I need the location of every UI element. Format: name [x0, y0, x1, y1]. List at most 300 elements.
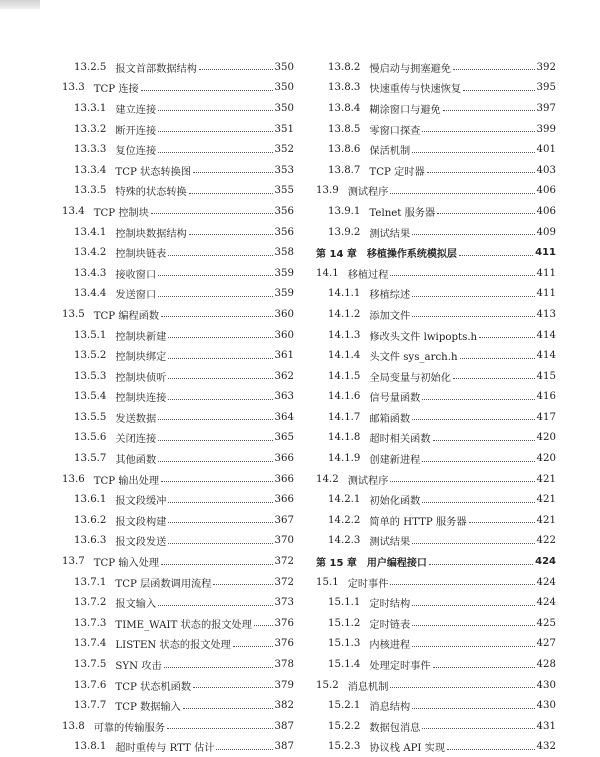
toc-entry-title: 报文段构建: [115, 516, 167, 528]
toc-entry-page: 421: [536, 473, 556, 485]
toc-entry: [316, 160, 556, 181]
toc-entry-title: 简单的 HTTP 服务器: [369, 516, 467, 528]
toc-entry-number: 13.8.7: [328, 164, 361, 176]
toc-dot-leader: [158, 130, 272, 132]
toc-entry-number: 13.3.1: [74, 102, 107, 114]
toc-entry-number: 13.4: [62, 205, 85, 217]
toc-entry: [316, 510, 556, 531]
toc-dot-leader: [164, 666, 273, 668]
toc-entry-number: 15.1.2: [328, 617, 361, 629]
toc-entry-page: 427: [536, 638, 556, 650]
toc-entry-page: 353: [274, 164, 294, 176]
toc-entry-number: 13.4.2: [74, 247, 107, 259]
toc-entry-page: 359: [274, 288, 294, 300]
toc-dot-leader: [193, 686, 273, 688]
toc-entry-number: 14.2.1: [328, 494, 361, 506]
toc-entry-title: 慢启动与拥塞避免: [369, 63, 451, 75]
toc-dot-leader: [168, 398, 272, 400]
toc-dot-leader: [168, 357, 272, 359]
toc-entry-title: 报文段发送: [115, 537, 167, 549]
toc-entry: [316, 78, 556, 99]
toc-entry-page: 425: [536, 617, 556, 629]
toc-entry: [62, 675, 294, 696]
toc-entry-number: 13.5.5: [74, 411, 107, 423]
toc-entry-title: 可靠的传输服务: [93, 722, 165, 734]
scan-corner-mark: [0, 0, 40, 9]
toc-entry-page: 411: [536, 288, 556, 300]
toc-entry: [62, 551, 294, 572]
toc-entry-number: 13.9.2: [328, 226, 361, 238]
toc-entry-page: 414: [536, 329, 556, 341]
toc-entry-title: 消息机制: [347, 681, 389, 693]
toc-entry-number: 13.3: [62, 82, 85, 94]
toc-entry-page: 411: [536, 267, 556, 279]
toc-entry-number: 13.5.7: [74, 453, 107, 465]
toc-entry-page: 350: [274, 82, 294, 94]
toc-entry-page: 382: [274, 700, 294, 712]
toc-entry-title: 邮箱函数: [369, 413, 411, 425]
toc-entry-number: 15.1.4: [328, 659, 361, 671]
toc-entry-number: 第 15 章: [316, 558, 357, 570]
toc-entry-number: 14.1.7: [328, 411, 361, 423]
toc-entry: [316, 654, 556, 675]
toc-dot-leader: [199, 68, 273, 70]
toc-dot-leader: [167, 727, 273, 729]
toc-entry-number: 13.8: [62, 720, 85, 732]
toc-dot-leader: [141, 89, 273, 91]
toc-entry-title: 其他函数: [115, 455, 157, 467]
toc-entry-title: TCP 输出处理: [93, 475, 160, 487]
toc-entry-title: 建立连接: [115, 104, 157, 116]
toc-dot-leader: [158, 418, 272, 420]
toc-entry-page: 372: [274, 576, 294, 588]
toc-entry-number: 13.7.4: [74, 638, 107, 650]
toc-entry-page: 399: [536, 123, 556, 135]
toc-dot-leader: [429, 563, 533, 565]
toc-dot-leader: [161, 315, 272, 317]
toc-dot-leader: [189, 233, 273, 235]
toc-entry-number: 14.1.5: [328, 370, 361, 382]
toc-entry-title: SYN 攻击: [115, 661, 162, 673]
toc-entry-title: 定时结构: [369, 599, 411, 611]
toc-entry: [316, 489, 556, 510]
toc-entry: [62, 242, 294, 263]
toc-entry: [316, 201, 556, 222]
toc-entry: [316, 345, 556, 366]
toc-entry-page: 430: [536, 679, 556, 691]
toc-entry-page: 373: [274, 597, 294, 609]
toc-entry-title: TCP 编程函数: [93, 310, 160, 322]
toc-entry-page: 417: [536, 411, 556, 423]
toc-dot-leader: [158, 295, 272, 297]
toc-entry: [316, 613, 556, 634]
toc-dot-leader: [168, 254, 272, 256]
toc-dot-leader: [183, 707, 273, 709]
toc-dot-leader: [412, 645, 534, 647]
toc-dot-leader: [390, 274, 534, 276]
toc-entry-number: 13.7.2: [74, 597, 107, 609]
toc-entry-number: 第 14 章: [316, 249, 357, 261]
toc-entry-title: 用户编程接口: [366, 558, 427, 570]
toc-dot-leader: [422, 130, 534, 132]
toc-dot-leader: [151, 212, 273, 214]
toc-entry-number: 13.6: [62, 473, 85, 485]
toc-entry: [62, 428, 294, 449]
toc-entry-title: 断开连接: [115, 125, 157, 137]
toc-dot-leader: [447, 748, 534, 750]
toc-dot-leader: [412, 295, 534, 297]
toc-dot-leader: [412, 315, 534, 317]
toc-entry-page: 403: [536, 164, 556, 176]
toc-entry: [316, 263, 556, 284]
toc-entry: [62, 304, 294, 325]
toc-entry-number: 13.2.5: [74, 61, 107, 73]
toc-entry-number: 15.2.3: [328, 741, 361, 753]
toc-entry: [62, 98, 294, 119]
toc-entry: [316, 592, 556, 613]
toc-entry: [62, 407, 294, 428]
toc-dot-leader: [453, 68, 535, 70]
toc-entry-title: TCP 输入处理: [93, 558, 160, 570]
toc-entry: [316, 98, 556, 119]
toc-entry: [316, 119, 556, 140]
toc-entry-title: 复位连接: [115, 146, 157, 158]
toc-entry-title: TIME_WAIT 状态的报文处理: [115, 619, 252, 631]
toc-entry-number: 14.1: [316, 267, 339, 279]
toc-entry-page: 420: [536, 453, 556, 465]
toc-entry: [62, 695, 294, 716]
toc-entry-title: 报文段缓冲: [115, 496, 167, 508]
toc-entry-page: 365: [274, 432, 294, 444]
toc-entry: [316, 57, 556, 78]
toc-entry-number: 14.2: [316, 473, 339, 485]
toc-entry-number: 13.7.7: [74, 700, 107, 712]
toc-entry-number: 13.6.1: [74, 494, 107, 506]
toc-entry-title: TCP 状态机函数: [115, 681, 192, 693]
toc-entry-title: 控制块数据结构: [115, 228, 187, 240]
toc-entry-title: 发送数据: [115, 413, 157, 425]
toc-entry-page: 411: [535, 247, 556, 259]
toc-entry-title: 移植过程: [347, 269, 389, 281]
toc-entry: [62, 592, 294, 613]
toc-entry: [316, 428, 556, 449]
toc-entry: [316, 387, 556, 408]
toc-entry-page: 420: [536, 432, 556, 444]
toc-dot-leader: [233, 645, 273, 647]
toc-entry-page: 395: [536, 82, 556, 94]
toc-entry: [62, 654, 294, 675]
toc-entry-title: 特殊的状态转换: [115, 187, 187, 199]
toc-dot-leader: [412, 624, 534, 626]
toc-entry: [316, 695, 556, 716]
toc-entry-title: 修改头文件 lwipopts.h: [369, 331, 478, 343]
toc-entry-number: 13.5.1: [74, 329, 107, 341]
toc-entry-page: 350: [274, 102, 294, 114]
toc-entry: [316, 469, 556, 490]
toc-entry-number: 14.1.6: [328, 391, 361, 403]
toc-entry: [62, 139, 294, 160]
toc-entry-title: 报文输入: [115, 599, 157, 611]
toc-entry-number: 13.5.2: [74, 350, 107, 362]
toc-dot-leader: [443, 109, 535, 111]
toc-entry-number: 13.5.4: [74, 391, 107, 403]
toc-entry-number: 14.1.4: [328, 350, 361, 362]
toc-entry: [316, 325, 556, 346]
toc-entry: [316, 304, 556, 325]
toc-dot-leader: [422, 460, 534, 462]
toc-dot-leader: [161, 480, 272, 482]
toc-entry-page: 379: [274, 679, 294, 691]
toc-dot-leader: [158, 460, 272, 462]
toc-entry-number: 13.7: [62, 556, 85, 568]
toc-entry: [62, 531, 294, 552]
toc-entry-title: TCP 定时器: [369, 166, 425, 178]
toc-entry: [316, 139, 556, 160]
toc-entry-number: 14.1.2: [328, 308, 361, 320]
toc-entry-page: 430: [536, 700, 556, 712]
toc-entry-title: TCP 连接: [93, 84, 139, 96]
toc-dot-leader: [437, 212, 534, 214]
toc-entry-number: 13.8.5: [328, 123, 361, 135]
toc-entry-number: 13.8.6: [328, 144, 361, 156]
toc-entry-title: 控制块新建: [115, 331, 167, 343]
toc-entry-title: 零窗口探查: [369, 125, 421, 137]
toc-entry-number: 15.2.1: [328, 700, 361, 712]
toc-entry-title: TCP 数据输入: [115, 702, 181, 714]
toc-entry-number: 13.8.1: [74, 741, 107, 753]
toc-entry-number: 13.8.4: [328, 102, 361, 114]
toc-dot-leader: [422, 501, 534, 503]
toc-entry-number: 13.9: [316, 185, 339, 197]
toc-entry-title: 测试程序: [347, 475, 389, 487]
toc-entry: [62, 572, 294, 593]
toc-entry-page: 356: [274, 205, 294, 217]
toc-entry-page: 406: [536, 205, 556, 217]
toc-entry-page: 428: [536, 659, 556, 671]
toc-entry-title: 超时重传与 RTT 估计: [115, 743, 215, 755]
toc-entry-page: 401: [536, 144, 556, 156]
toc-dot-leader: [161, 563, 272, 565]
toc-entry-title: 发送窗口: [115, 290, 157, 302]
toc-entry: [62, 78, 294, 99]
toc-dot-leader: [168, 542, 272, 544]
toc-entry-number: 13.3.5: [74, 185, 107, 197]
toc-entry-number: 13.7.5: [74, 659, 107, 671]
toc-entry-page: 378: [274, 659, 294, 671]
toc-entry-number: 13.5: [62, 308, 85, 320]
toc-dot-leader: [412, 604, 534, 606]
toc-dot-leader: [433, 439, 535, 441]
toc-dot-leader: [168, 521, 272, 523]
toc-dot-leader: [460, 357, 535, 359]
toc-entry: [62, 469, 294, 490]
toc-entry-page: 424: [536, 597, 556, 609]
toc-entry-page: 421: [536, 514, 556, 526]
toc-entry-page: 359: [274, 267, 294, 279]
toc-entry-page: 352: [274, 144, 294, 156]
toc-entry-number: 13.7.3: [74, 617, 107, 629]
toc-entry-page: 413: [536, 308, 556, 320]
toc-entry-number: 14.2.3: [328, 535, 361, 547]
toc-entry-number: 13.5.3: [74, 370, 107, 382]
toc-entry-page: 424: [535, 556, 556, 568]
toc-dot-leader: [390, 583, 534, 585]
toc-entry-number: 13.7.6: [74, 679, 107, 691]
toc-entry-title: 接收窗口: [115, 269, 157, 281]
toc-entry-title: 控制块侦听: [115, 372, 167, 384]
toc-entry-title: 处理定时事件: [369, 661, 431, 673]
toc-entry: [62, 263, 294, 284]
toc-entry-page: 392: [536, 61, 556, 73]
toc-entry-page: 406: [536, 185, 556, 197]
toc-entry-number: 13.3.3: [74, 144, 107, 156]
toc-entry-page: 424: [536, 576, 556, 588]
toc-entry-title: 添加文件: [369, 310, 411, 322]
toc-entry-page: 350: [274, 61, 294, 73]
toc-entry-title: 控制块绑定: [115, 352, 167, 364]
toc-entry-number: 13.6.3: [74, 535, 107, 547]
toc-entry: [316, 284, 556, 305]
toc-entry-title: 测试程序: [347, 187, 389, 199]
toc-entry: [62, 510, 294, 531]
toc-entry: [62, 160, 294, 181]
toc-dot-leader: [463, 89, 534, 91]
toc-entry: [316, 366, 556, 387]
toc-entry-page: 351: [274, 123, 294, 135]
toc-entry-title: 定时链表: [369, 619, 411, 631]
toc-dot-leader: [390, 192, 534, 194]
toc-right-column: [316, 57, 556, 757]
toc-dot-leader: [479, 336, 534, 338]
toc-entry-page: 409: [536, 226, 556, 238]
toc-entry: [316, 634, 556, 655]
toc-entry-number: 13.4.1: [74, 226, 107, 238]
toc-entry: [316, 716, 556, 737]
toc-dot-leader: [412, 418, 534, 420]
toc-entry-page: 387: [274, 741, 294, 753]
toc-dot-leader: [168, 501, 272, 503]
toc-entry: [62, 489, 294, 510]
toc-entry: [62, 201, 294, 222]
toc-chapter-entry: [316, 242, 556, 263]
toc-entry-number: 13.4.4: [74, 288, 107, 300]
toc-entry: [62, 284, 294, 305]
toc-dot-leader: [168, 336, 272, 338]
toc-entry: [62, 366, 294, 387]
toc-dot-leader: [469, 521, 535, 523]
toc-dot-leader: [433, 666, 535, 668]
toc-entry-title: 头文件 sys_arch.h: [369, 352, 458, 364]
toc-entry-title: 关闭连接: [115, 434, 157, 446]
toc-entry-number: 14.2.2: [328, 514, 361, 526]
toc-entry: [62, 222, 294, 243]
toc-entry-title: 协议栈 API 实现: [369, 743, 446, 755]
toc-dot-leader: [412, 542, 534, 544]
toc-entry-page: 361: [274, 350, 294, 362]
toc-entry-page: 367: [274, 514, 294, 526]
toc-entry-number: 15.2.2: [328, 720, 361, 732]
toc-entry-number: 13.3.4: [74, 164, 107, 176]
toc-entry-page: 366: [274, 494, 294, 506]
toc-entry-title: 保活机制: [369, 146, 411, 158]
toc-entry: [62, 57, 294, 78]
toc-dot-leader: [168, 377, 272, 379]
toc-entry-page: 415: [536, 370, 556, 382]
toc-entry-page: 360: [274, 308, 294, 320]
toc-entry-title: 定时事件: [347, 578, 389, 590]
toc-entry-title: 初始化函数: [369, 496, 421, 508]
toc-entry-title: 移植综述: [369, 290, 411, 302]
toc-entry-page: 372: [274, 556, 294, 568]
toc-left-column: [62, 57, 294, 757]
toc-entry-number: 15.2: [316, 679, 339, 691]
toc-entry-page: 363: [274, 391, 294, 403]
toc-dot-leader: [158, 604, 272, 606]
toc-entry-page: 414: [536, 350, 556, 362]
toc-entry-title: TCP 控制块: [93, 207, 149, 219]
toc-entry-title: 糊涂窗口与避免: [369, 104, 441, 116]
toc-dot-leader: [390, 480, 534, 482]
toc-entry-title: 内核进程: [369, 640, 411, 652]
toc-entry: [62, 716, 294, 737]
toc-entry-page: 355: [274, 185, 294, 197]
toc-entry-page: 432: [536, 741, 556, 753]
toc-entry-title: 消息结构: [369, 702, 411, 714]
toc-dot-leader: [422, 727, 534, 729]
toc-entry-title: 报文首部数据结构: [115, 63, 197, 75]
toc-entry-number: 15.1: [316, 576, 339, 588]
toc-dot-leader: [216, 748, 272, 750]
toc-dot-leader: [158, 151, 272, 153]
toc-dot-leader: [254, 624, 273, 626]
toc-entry-title: 控制块链表: [115, 249, 167, 261]
toc-entry-page: 422: [536, 535, 556, 547]
toc-entry: [62, 119, 294, 140]
toc-entry-title: 测试结果: [369, 537, 411, 549]
toc-entry-title: 控制块连接: [115, 393, 167, 405]
toc-entry-number: 14.1.1: [328, 288, 361, 300]
toc-entry-page: 366: [274, 473, 294, 485]
toc-entry: [316, 572, 556, 593]
toc-dot-leader: [412, 707, 534, 709]
toc-entry-page: 360: [274, 329, 294, 341]
toc-entry-page: 416: [536, 391, 556, 403]
toc-entry-page: 421: [536, 494, 556, 506]
toc-entry: [316, 675, 556, 696]
toc-entry-title: TCP 状态转换图: [115, 166, 192, 178]
toc-entry-title: 全局变量与初始化: [369, 372, 451, 384]
toc-entry-number: 13.8.2: [328, 61, 361, 73]
toc-dot-leader: [213, 583, 272, 585]
toc-entry: [62, 613, 294, 634]
toc-entry-number: 13.6.2: [74, 514, 107, 526]
toc-entry-number: 14.1.3: [328, 329, 361, 341]
toc-entry-page: 358: [274, 247, 294, 259]
toc-entry-page: 370: [274, 535, 294, 547]
toc-dot-leader: [422, 398, 534, 400]
toc-dot-leader: [427, 171, 535, 173]
toc-entry-title: 测试结果: [369, 228, 411, 240]
toc-entry-number: 13.9.1: [328, 205, 361, 217]
toc-dot-leader: [158, 274, 272, 276]
toc-dot-leader: [390, 686, 534, 688]
toc-dot-leader: [453, 377, 535, 379]
toc-entry-number: 15.1.3: [328, 638, 361, 650]
toc-chapter-entry: [316, 551, 556, 572]
toc-dot-leader: [189, 192, 273, 194]
toc-entry: [62, 634, 294, 655]
toc-entry-page: 376: [274, 638, 294, 650]
